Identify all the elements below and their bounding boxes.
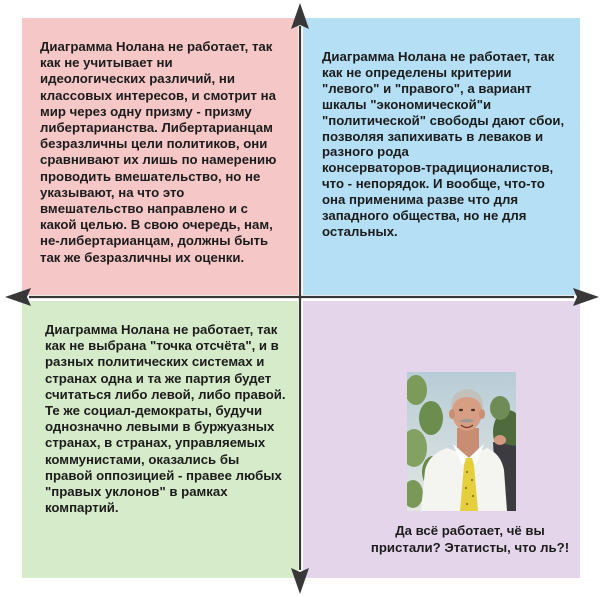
text-line: странах, в странах, управляемых xyxy=(45,435,266,451)
text-line: считаться либо левой, либо правой. xyxy=(45,386,286,402)
text-line: пристали? Этатисты, что ль?! xyxy=(370,540,570,555)
arrow-down-icon xyxy=(291,568,309,594)
text-line: Диаграмма Нолана не работает, так xyxy=(322,49,555,64)
text-line: остальных. xyxy=(322,223,398,239)
text-line: безразличны цели политиков, они xyxy=(40,136,268,152)
text-line: проводить вмешательство, но не xyxy=(40,168,261,184)
text-line: как не учитывает ни xyxy=(40,55,173,71)
text-line: Да всё работает, чё вы xyxy=(395,523,545,538)
text-line: вмешательство направлено и с xyxy=(40,201,248,217)
arrow-right-icon xyxy=(573,288,599,306)
text-line: что - непорядок. И вообще, что-то xyxy=(322,176,545,192)
text-line: классовых интересов, и смотрит на xyxy=(40,87,276,103)
text-line: как не определены критерии xyxy=(322,64,512,80)
text-line: "левого" и "правого", а вариант xyxy=(322,80,532,96)
text-line: позволяя запихивать в леваков и xyxy=(322,128,544,144)
text-line: не-либертарианцам, должны быть xyxy=(40,233,269,249)
text-line: так же безразличны их оценки. xyxy=(40,249,245,265)
text-line: указывают, на что это xyxy=(40,184,185,200)
text-line: Диаграмма Нолана не работает, так xyxy=(40,39,273,54)
text-line: разных политических системах и xyxy=(45,354,265,370)
text-line: однозначно левыми в буржуазных xyxy=(45,419,275,435)
text-line: консерваторов-традиционалистов, xyxy=(322,160,554,176)
text-line: Диаграмма Нолана не работает, так xyxy=(45,322,278,337)
text-line: идеологических различий, ни xyxy=(40,71,235,87)
text-line: либертарианства. Либертарианцам xyxy=(40,120,273,136)
text-line: она применима разве что для xyxy=(322,192,519,208)
text-line: разного рода xyxy=(322,144,409,160)
text-line: странах одна и та же партия будет xyxy=(45,370,272,386)
text-line: шкалы "экономической"и xyxy=(322,96,492,112)
text-line: правой оппозицией - правее любых xyxy=(45,467,282,483)
text-line: западного общества, но не для xyxy=(322,208,527,224)
arrow-up-icon xyxy=(291,3,309,29)
text-line: компартий. xyxy=(45,500,119,516)
text-line: коммунистами, оказались бы xyxy=(45,451,240,467)
text-line: мир через одну призму - призму xyxy=(40,103,252,119)
text-line: Те же социал-демократы, будучи xyxy=(45,403,263,419)
text-line: "правых уклонов" в рамках xyxy=(45,484,228,500)
text-line: какой целью. В свою очередь, нам, xyxy=(40,217,273,233)
arrow-left-icon xyxy=(5,288,31,306)
text-line: сравнивают их лишь по намерению xyxy=(40,152,277,168)
text-line: "политической" свободы дают сбои, xyxy=(322,112,565,128)
text-line: как не выбрана "точка отсчёта", и в xyxy=(45,338,279,354)
